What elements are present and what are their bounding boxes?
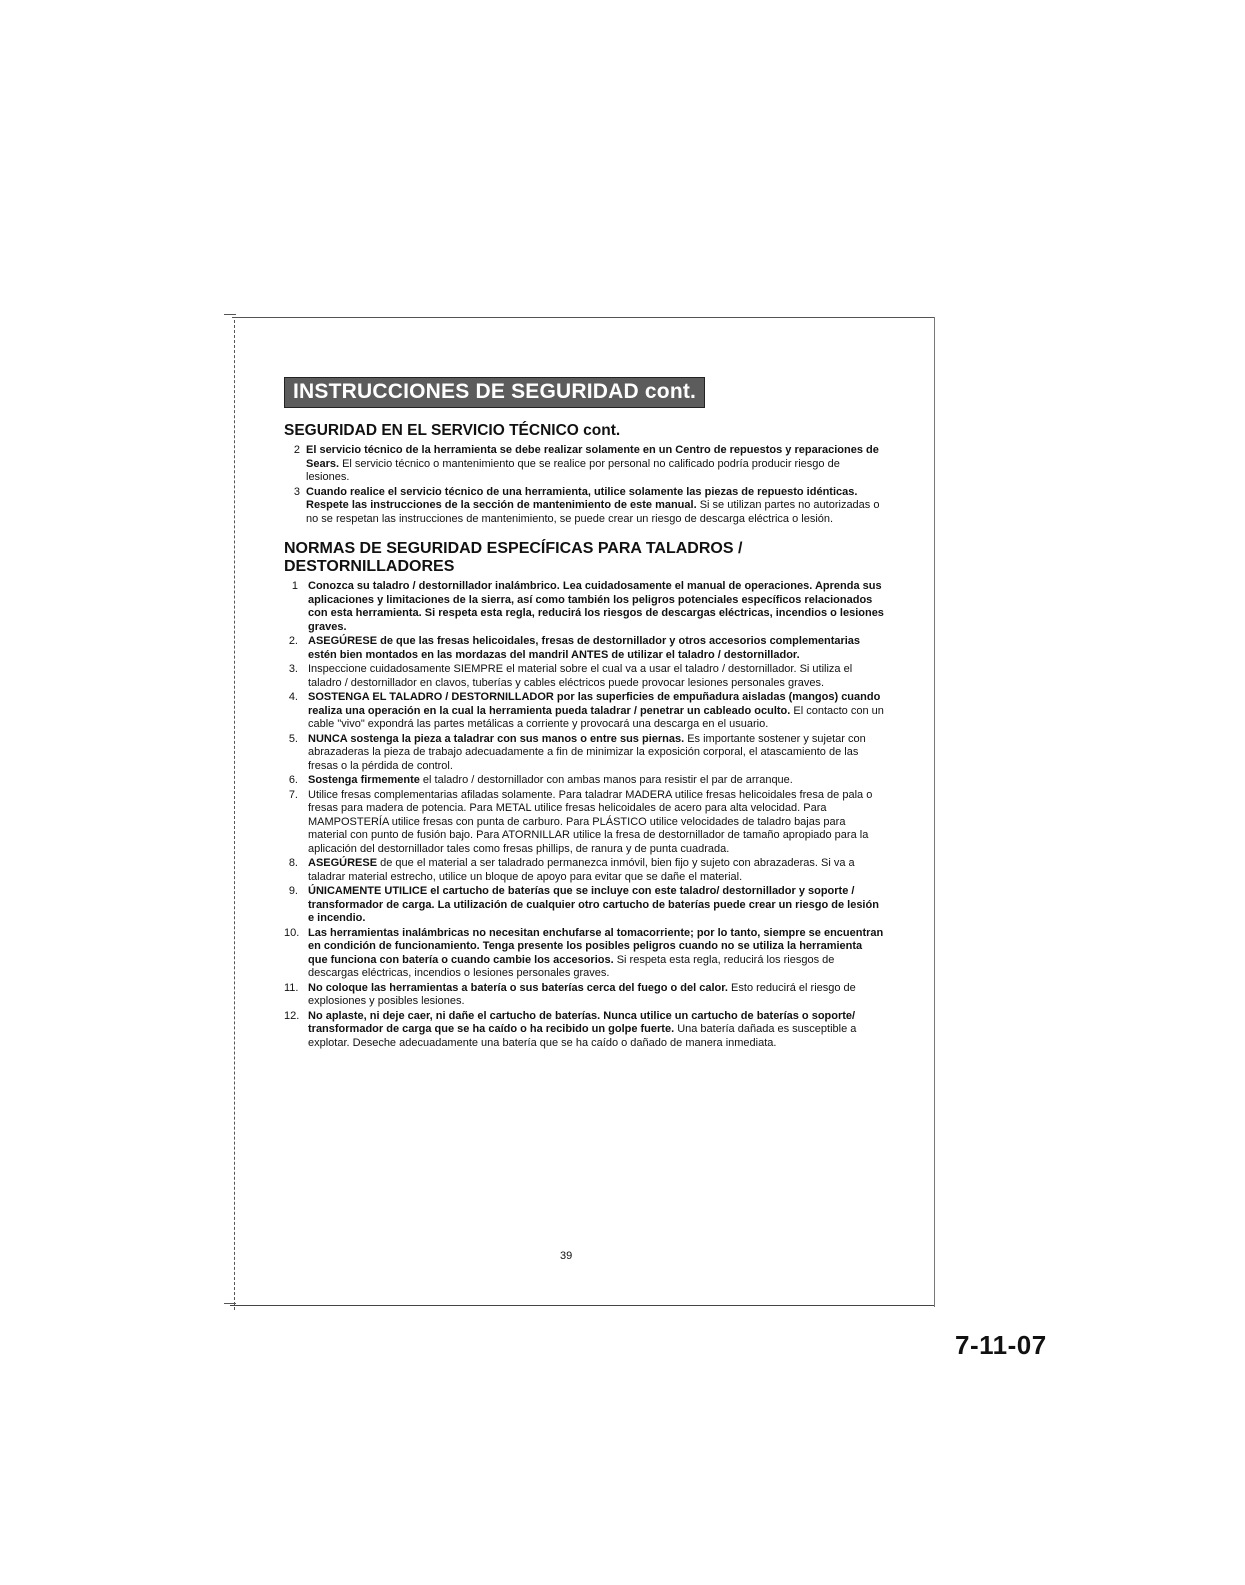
item-number: 1 (291, 580, 298, 592)
list-item (284, 789, 884, 857)
list-item (284, 580, 884, 634)
page-content (284, 377, 884, 1051)
list-item (284, 663, 884, 690)
item-number: 6. (288, 774, 298, 786)
list-item (284, 885, 884, 926)
frame-right-border (934, 317, 935, 1307)
item-text: Es importante sostener y sujetar con abrazaderas la pieza de trabajo adecuadamente a fin de minimizar la exposición corporal, el atascamiento de las fresas o la pérdida de control. (308, 732, 866, 772)
item-number: 3. (288, 663, 298, 675)
item-number: 9. (288, 885, 298, 897)
item-text: de que el material a ser taladrado permanezca inmóvil, bien fijo y sujeto con abrazaderas. Si va a taladrar material estrecho, utilice un bloque de apoyo para evitar que se dañe el material. (308, 857, 855, 883)
page-number: 39 (560, 1250, 573, 1262)
item-number: 8. (288, 857, 298, 869)
item-bold-text: No coloque las herramientas a batería o sus baterías cerca del fuego o del calor. (308, 981, 728, 994)
list-item (284, 927, 884, 981)
item-number: 7. (288, 788, 298, 801)
section-heading-drill-rules: NORMAS DE SEGURIDAD ESPECÍFICAS PARA TALADROS / DESTORNILLADORES (284, 540, 743, 575)
item-text: Una batería dañada es susceptible a explotar. Deseche adecuadamente una batería que se ha caído o dañado de manera inmediata. (308, 1023, 857, 1049)
item-number: 5. (288, 732, 298, 745)
list-item (284, 1010, 884, 1051)
item-text: Esto reducirá el riesgo de explosiones y posibles lesiones. (308, 981, 856, 1007)
service-safety-list (284, 444, 884, 526)
frame-left-border (234, 320, 235, 1310)
item-number: 3 (293, 485, 300, 498)
list-item (284, 444, 884, 485)
item-bold-text: ASEGÚRESE (308, 857, 378, 869)
item-text: el taladro / destornillador con ambas manos para resistir el par de arranque. (419, 774, 793, 786)
list-item (284, 486, 884, 527)
item-bold-text: SOSTENGA EL TALADRO / DESTORNILLADOR por las superficies de empuñadura aisladas (mangos) cuando realiza una operación en la cual la herramienta pueda taladrar / penetrar un cableado oculto. (308, 691, 881, 717)
list-item (284, 857, 884, 884)
item-bold-text: No aplaste, ni deje caer, ni dañe el cartucho de baterías. Nunca utilice un cartucho de baterías o soporte/ transformador de carga que se ha caído o ha recibido un golpe fuerte. (308, 1009, 856, 1035)
item-bold-text: ASEGÚRESE de que las fresas helicoidales, fresas de destornillador y otros accesorios complementarias estén bien montados en las mordazas del mandril ANTES de utilizar el taladro / destornillador. (308, 635, 861, 661)
item-text: El servicio técnico o mantenimiento que se realice por personal no calificado podría producir riesgo de lesiones. (306, 457, 840, 483)
item-number: 4. (288, 691, 298, 703)
item-number: 10. (284, 926, 300, 939)
frame-bottom-border (230, 1305, 935, 1306)
item-bold-text: El servicio técnico de la herramienta se debe realizar solamente en un Centro de repuestos y reparaciones de Sears. (306, 444, 879, 470)
item-number: 2 (293, 444, 300, 456)
section-banner: INSTRUCCIONES DE SEGURIDAD cont. (284, 377, 705, 408)
section-heading-service: SEGURIDAD EN EL SERVICIO TÉCNICO cont. (284, 422, 621, 439)
item-bold-text: NUNCA sostenga la pieza a taladrar con sus manos o entre sus piernas. (308, 732, 685, 745)
item-text: Si respeta esta regla, reducirá los riesgos de descargas eléctricas, incendios o lesiones personales graves. (308, 953, 835, 979)
item-bold-text: Cuando realice el servicio técnico de una herramienta, utilice solamente las piezas de repuesto idénticas. Respete las instrucciones de la sección de mantenimiento de este manual. (306, 485, 858, 511)
list-item (284, 691, 884, 732)
frame-top-border (232, 317, 935, 318)
corner-tick-top (224, 314, 236, 315)
item-bold-text: Las herramientas inalámbricas no necesitan enchufarse al tomacorriente; por lo tanto, siempre se encuentran en condición de funcionamiento. Tenga presente los posibles peligros cuando no se utiliza la herramienta que funciona con batería o cuando cambie los accesorios. (308, 926, 884, 966)
item-number: 12. (284, 1009, 300, 1022)
item-number: 2. (288, 635, 298, 647)
item-text: Inspeccione cuidadosamente SIEMPRE el material sobre el cual va a usar el taladro / destornillador. Si utiliza el taladro / destornillador en clavos, tuberías y cables eléctricos puede provocar lesiones personales graves. (308, 663, 853, 689)
list-item (284, 635, 884, 662)
item-bold-text: Sostenga firmemente (308, 774, 420, 786)
item-bold-text: Conozca su taladro / destornillador inalámbrico. Lea cuidadosamente el manual de operaciones. Aprenda sus aplicaciones y limitaciones de la sierra, así como también los peligros potenciales específicos relacionados con esta herramienta. Si respeta esta regla, reducirá los riesgos de descargas eléctricas, incendios o lesiones graves. (308, 580, 884, 633)
list-item (284, 982, 884, 1009)
item-text: Si se utilizan partes no autorizadas o no se respetan las instrucciones de mantenimiento, se puede crear un riesgo de descarga eléctrica o lesión. (306, 499, 880, 525)
drill-safety-list (284, 580, 884, 1050)
date-stamp: 7-11-07 (955, 1330, 1047, 1360)
corner-tick-bottom (224, 1303, 236, 1304)
item-bold-text: ÚNICAMENTE UTILICE el cartucho de baterías que se incluye con este taladro/ destornillador y soporte / transformador de carga. La utilización de cualquier otro cartucho de baterías puede crear un riesgo de lesión e incendio. (308, 885, 879, 924)
list-item (284, 733, 884, 774)
item-text: El contacto con un cable "vivo" expondrá las partes metálicas a corriente y provocará una descarga en el usuario. (308, 704, 884, 730)
item-text: Utilice fresas complementarias afiladas solamente. Para taladrar MADERA utilice fresas helicoidales fresa de pala o fresas para madera de potencia. Para METAL utilice fresas helicoidales de acero para alta velocidad. Para MAMPOSTERÍA utilice fresas con punta de carburo. Para PLÁSTICO utilice velocidades de taladro bajas para material con punto de fusión bajo. Para ATORNILLAR utilice la fresa de destornillador de tamaño apropiado para la aplicación del destornillador tales como fresas phillips, de ranura y de punta cuadrada. (308, 788, 873, 855)
list-item (284, 774, 884, 788)
item-number: 11. (284, 981, 299, 994)
